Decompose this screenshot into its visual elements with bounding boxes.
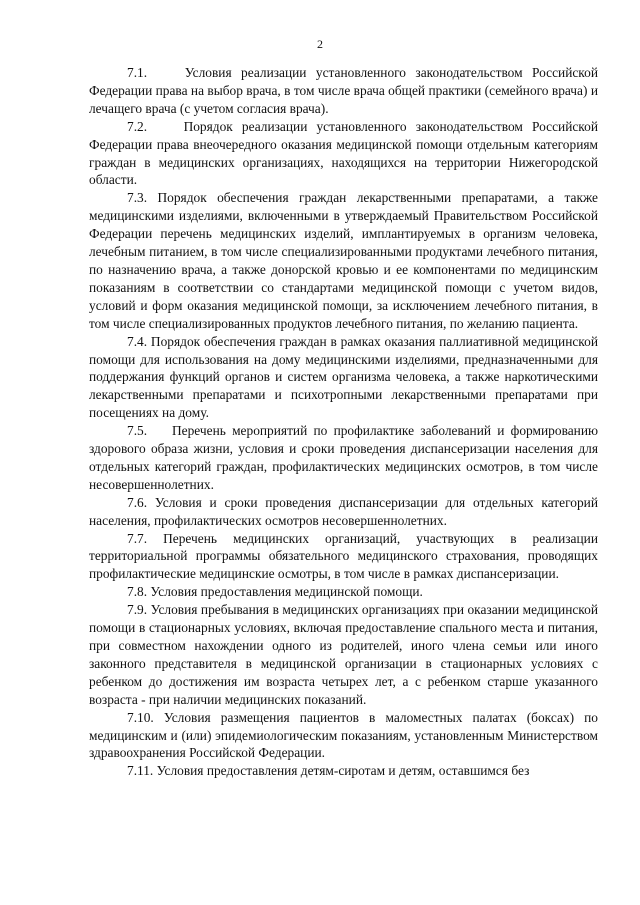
paragraph-7-5: 7.5. Перечень мероприятий по профилактике заболеваний и формированию здорового образа жизни, условия и сроки проведения диспансеризации населения для отдельных категорий граждан, профилактических медицинских осмотров, в том числе несовершеннолетних.: [89, 423, 598, 492]
paragraph-7-8: 7.8. Условия предоставления медицинской помощи.: [127, 584, 423, 600]
page-number: 2: [317, 37, 323, 51]
document-body: [89, 64, 598, 780]
paragraph-7-4: 7.4. Порядок обеспечения граждан в рамках оказания паллиативной медицинской помощи для использования на дому медицинскими изделиями, предназначенными для поддержания функций органов и систем организма человека, а также наркотическими лекарственными препаратами и психотропными лекарственными препаратами при посещениях на дому.: [89, 333, 598, 421]
paragraph-7-7: 7.7. Перечень медицинских организаций, участвующих в реализации территориальной программы обязательного медицинского страхования, проводящих профилактические медицинские осмотры, в том числе в рамках диспансеризации.: [89, 530, 598, 582]
paragraph-7-3: 7.3. Порядок обеспечения граждан лекарственными препаратами, а также медицинскими изделиями, включенными в утверждаемый Правительством Российской Федерации перечень медицинских изделий, имплантируемых в организм человека, лечебным питанием, в том числе специализированными продуктами лечебного питания, по назначению врача, а также донорской кровью и ее компонентами по медицинским показаниям в соответствии со стандартами медицинской помощи с учетом видов, условий и форм оказания медицинской помощи, за исключением лечебного питания, в том числе специализированных продуктов лечебного питания, по желанию пациента.: [89, 190, 598, 331]
paragraph-7-10: 7.10. Условия размещения пациентов в маломестных палатах (боксах) по медицинским и (или) эпидемиологическим показаниям, установленным Министерством здравоохранения Российской Федерации.: [89, 709, 598, 761]
paragraph-7-1: 7.1. Условия реализации установленного законодательством Российской Федерации права на выбор врача, в том числе врача общей практики (семейного врача) и лечащего врача (с учетом согласия врача).: [89, 65, 598, 116]
paragraph-7-2: 7.2. Порядок реализации установленного законодательством Российской Федерации права внеочередного оказания медицинской помощи отдельным категориям граждан в медицинских организациях, находящихся на территории Нижегородской области.: [89, 118, 598, 188]
paragraph-7-9: 7.9. Условия пребывания в медицинских организациях при оказании медицинской помощи в стационарных условиях, включая предоставление спального места и питания, при совместном нахождении одного из родителей, иного члена семьи или иного законного представителя в медицинской организации в стационарных условиях с ребенком до достижения им возраста четырех лет, а с ребенком старше указанного возраста - при наличии медицинских показаний.: [89, 602, 598, 707]
paragraph-7-6: 7.6. Условия и сроки проведения диспансеризации для отдельных категорий населения, профилактических осмотров несовершеннолетних.: [89, 494, 598, 528]
paragraph-7-11: 7.11. Условия предоставления детям-сиротам и детям, оставшимся без: [127, 763, 530, 779]
